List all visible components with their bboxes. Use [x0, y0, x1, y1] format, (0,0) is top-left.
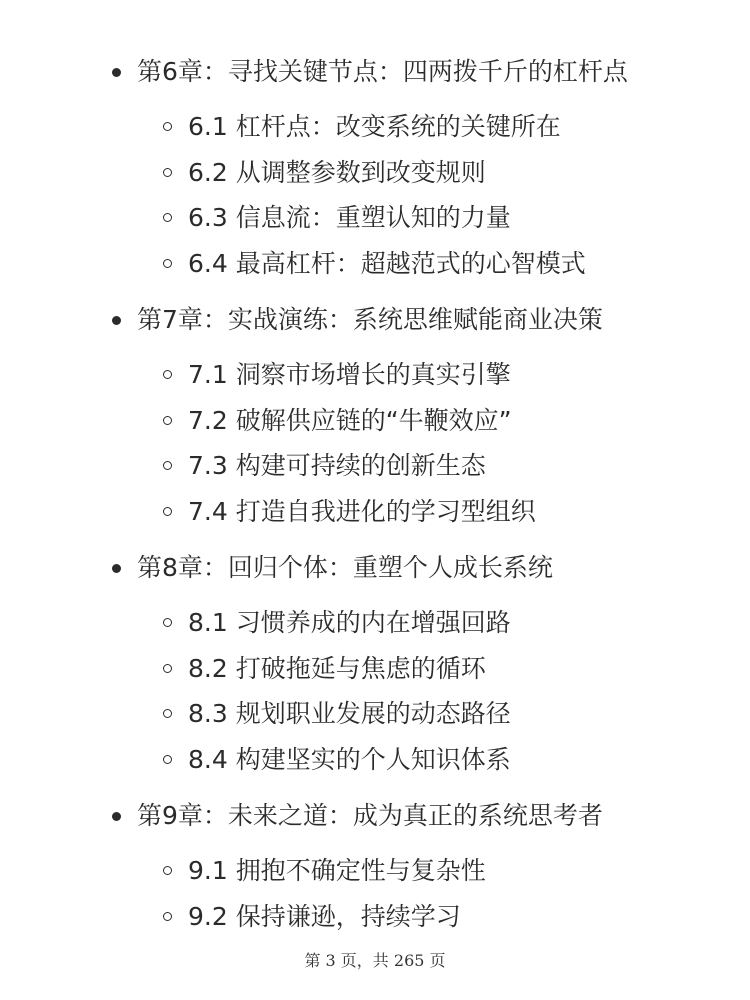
chapter-title-text: 第7章：实战演练：系统思维赋能商业决策 [137, 305, 603, 334]
chapter-title [0, 794, 750, 838]
section-title: 8.2 打破拖延与焦虑的循环 [188, 653, 486, 683]
hollow-bullet-icon [163, 755, 172, 764]
list-item [0, 150, 750, 196]
hollow-bullet-icon [163, 370, 172, 379]
section-title: 9.2 保持谦逊，持续学习 [188, 901, 461, 931]
chapter-9 [0, 794, 750, 939]
hollow-bullet-icon [163, 213, 172, 222]
filled-bullet-icon [112, 316, 121, 325]
chapter-title [0, 50, 750, 94]
section-list [0, 104, 750, 286]
filled-bullet-icon [112, 564, 121, 573]
section-title: 6.3 信息流：重塑认知的力量 [188, 203, 511, 232]
chapter-7 [0, 298, 750, 534]
section-list [0, 600, 750, 782]
hollow-bullet-icon [163, 461, 172, 470]
list-item [0, 241, 750, 287]
hollow-bullet-icon [163, 507, 172, 516]
list-item [0, 691, 750, 737]
hollow-bullet-icon [163, 618, 172, 627]
section-title: 8.3 规划职业发展的动态路径 [188, 699, 511, 728]
page-number-footer: 第 3 页，共 265 页 [304, 951, 446, 970]
list-item [0, 848, 750, 894]
chapter-title [0, 546, 750, 590]
list-item [0, 104, 750, 150]
section-title: 7.3 构建可持续的创新生态 [188, 451, 486, 480]
section-title: 7.2 破解供应链的“牛鞭效应” [188, 405, 512, 435]
section-title: 7.1 洞察市场增长的真实引擎 [188, 360, 511, 389]
filled-bullet-icon [112, 812, 121, 821]
section-list [0, 352, 750, 534]
hollow-bullet-icon [163, 122, 172, 131]
list-item [0, 195, 750, 241]
section-title: 7.4 打造自我进化的学习型组织 [188, 496, 536, 526]
section-title: 6.4 最高杠杆：超越范式的心智模式 [188, 248, 586, 278]
chapter-title-text: 第8章：回归个体：重塑个人成长系统 [137, 553, 553, 582]
list-item [0, 600, 750, 646]
hollow-bullet-icon [163, 912, 172, 921]
list-item [0, 398, 750, 444]
section-title: 6.1 杠杆点：改变系统的关键所在 [188, 112, 561, 141]
list-item [0, 737, 750, 783]
section-title: 8.4 构建坚实的个人知识体系 [188, 744, 511, 774]
section-list [0, 848, 750, 939]
list-item [0, 443, 750, 489]
filled-bullet-icon [112, 68, 121, 77]
chapter-title [0, 298, 750, 342]
hollow-bullet-icon [163, 866, 172, 875]
chapter-title-text: 第9章：未来之道：成为真正的系统思考者 [137, 801, 603, 830]
hollow-bullet-icon [163, 709, 172, 718]
chapter-title-text: 第6章：寻找关键节点：四两拨千斤的杠杆点 [137, 57, 628, 86]
hollow-bullet-icon [163, 416, 172, 425]
section-title: 6.2 从调整参数到改变规则 [188, 157, 486, 187]
section-title: 9.1 拥抱不确定性与复杂性 [188, 856, 486, 885]
chapter-8 [0, 546, 750, 782]
list-item [0, 489, 750, 535]
hollow-bullet-icon [163, 664, 172, 673]
hollow-bullet-icon [163, 259, 172, 268]
list-item [0, 894, 750, 940]
chapter-6 [0, 50, 750, 286]
section-title: 8.1 习惯养成的内在增强回路 [188, 608, 511, 637]
table-of-contents [0, 50, 750, 951]
list-item [0, 646, 750, 692]
list-item [0, 352, 750, 398]
hollow-bullet-icon [163, 168, 172, 177]
